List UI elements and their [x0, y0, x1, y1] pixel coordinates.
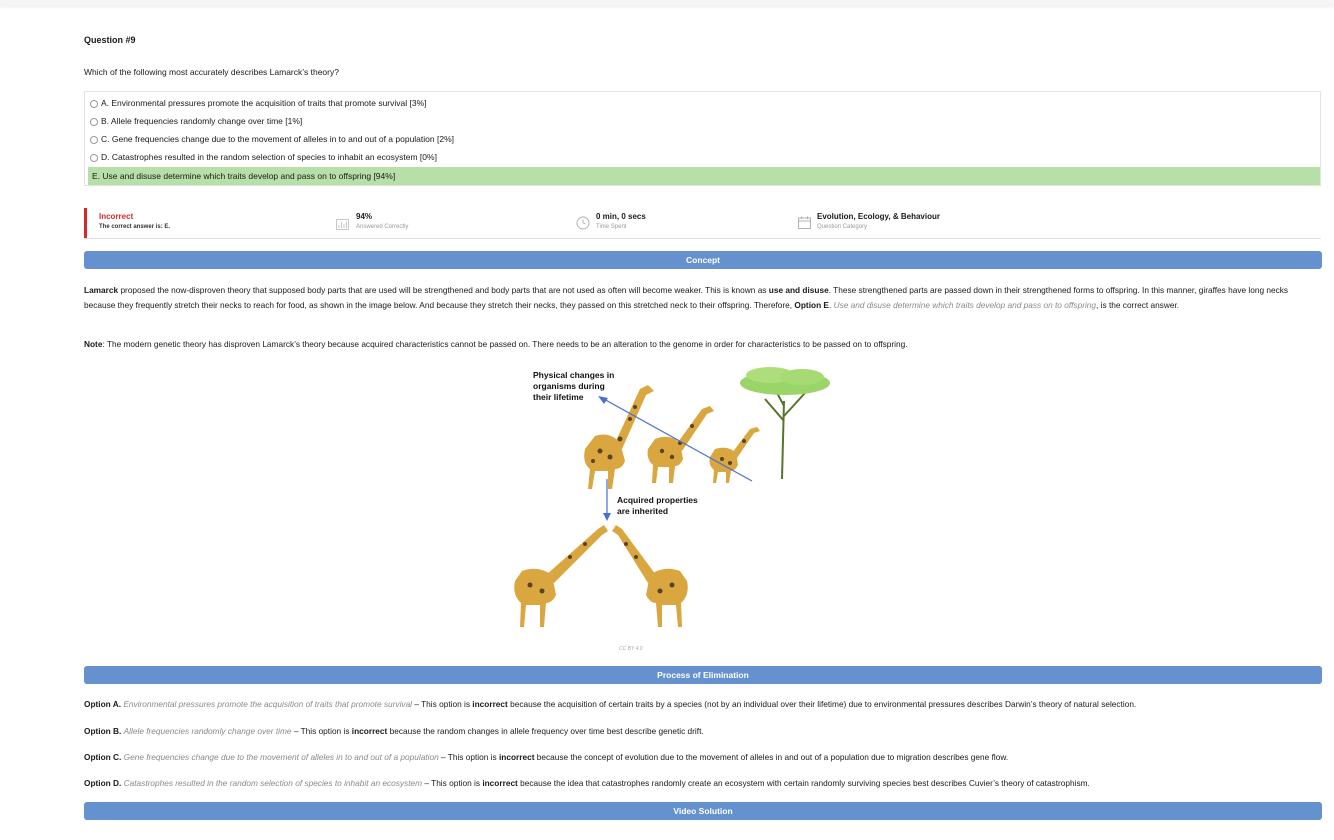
option-label: Option D. [84, 778, 122, 788]
option-quote: Catastrophes resulted in the random selection of species to inhabit an ecosystem [123, 778, 423, 788]
bar-chart-icon [336, 219, 349, 230]
text-run: – This option is [422, 778, 483, 788]
elimination-item-a [84, 699, 1322, 709]
giraffe-adult-large [584, 385, 654, 489]
text-run: because the concept of evolution due to the movement of alleles in and out of a population due to migration describes gene flow. [534, 752, 1009, 762]
time-stat [596, 212, 646, 230]
incorrect-indicator [84, 208, 87, 238]
option-b[interactable] [88, 113, 1320, 130]
option-label: B. Allele frequencies randomly change over time [1%] [101, 116, 303, 126]
radio-button[interactable] [90, 136, 98, 144]
option-d[interactable] [88, 149, 1320, 166]
figure-label-mid-1: Acquired properties [617, 495, 698, 505]
text-run: – This option is [412, 699, 473, 709]
result-label: Incorrect [99, 212, 134, 221]
option-label: Option B. [84, 726, 122, 736]
figure-label-top-2: organisms during [533, 381, 605, 391]
text-run: – This option is [291, 726, 352, 736]
elimination-item-b [84, 726, 1322, 736]
option-a[interactable] [88, 95, 1320, 112]
result-stat [99, 212, 170, 230]
option-c[interactable] [88, 131, 1320, 148]
option-label: E. Use and disuse determine which traits develop and pass on to offspring [94%] [92, 170, 396, 181]
text-run: , is the correct answer. [1096, 300, 1180, 310]
video-solution-header[interactable]: Video Solution [84, 802, 1322, 820]
option-label: C. Gene frequencies change due to the movement of alleles in to and out of a population [2%] [101, 134, 454, 144]
question-text: Which of the following most accurately describes Lamarck’s theory? [84, 67, 339, 77]
category-label: Question Category [817, 224, 868, 230]
elimination-item-d [84, 778, 1322, 788]
text-run: . [828, 300, 834, 310]
concept-header[interactable]: Concept [84, 251, 1322, 269]
top-bar [0, 0, 1334, 6]
elimination-header[interactable]: Process of Elimination [84, 666, 1322, 684]
text-run: – This option is [438, 752, 499, 762]
elimination-item-c [84, 752, 1322, 762]
option-e-term: Option E [794, 300, 829, 310]
incorrect-label: incorrect [482, 778, 518, 788]
text-run: because the random changes in allele frequency over time best describe genetic drift. [387, 726, 704, 736]
text-run: because the acquisition of certain traits by a species (not by an individual over their lifetime) due to environmental pressures describes Darwin’s theory of natural selection. [507, 699, 1137, 709]
option-e-correct[interactable] [88, 167, 1320, 185]
answer-options [84, 91, 1321, 186]
incorrect-label: incorrect [498, 752, 535, 762]
percent-stat [356, 212, 408, 230]
text-run: . These strengthened parts are passed down in their strengthened forms to offspring. In this manner, giraffes have long necks because they frequently stretch their necks to reach for food, as shown in the image below. And because they stretch their necks, they passed on this stretched neck to their offspring. Therefore, [84, 285, 1289, 310]
acacia-tree [740, 367, 830, 479]
radio-button[interactable] [90, 100, 98, 108]
option-quote: Gene frequencies change due to the movement of alleles in to and out of a population [123, 752, 439, 762]
correct-answer-text: The correct answer is: E. [99, 224, 171, 230]
note-paragraph [84, 337, 1314, 352]
giraffe-offspring-right [612, 525, 688, 627]
question-number: Question #9 [84, 35, 136, 45]
figure-label-mid-2: are inherited [617, 506, 669, 516]
calendar-icon [798, 216, 811, 229]
text-run: proposed the now-disproven theory that supposed body parts that are used will be strengthened and body parts that are not used as often will become weaker. This is known as [118, 285, 769, 295]
clock-icon [576, 216, 590, 230]
option-quote: Allele frequencies randomly change over time [123, 726, 292, 736]
note-label: Note [84, 339, 103, 349]
result-stats [84, 208, 1321, 239]
note-text: : The modern genetic theory has disproven Lamarck’s theory because acquired characteristics cannot be passed on. There needs to be an alteration to the genome in order for characteristics to be passed on to offspring. [102, 339, 908, 349]
giraffe-offspring-left [514, 525, 608, 627]
answer-quote: Use and disuse determine which traits develop and pass on to offspring [833, 300, 1097, 310]
diagonal-arrow-head [598, 396, 608, 404]
figure-credit: CC BY 4.0 [619, 646, 643, 652]
text-run: because the idea that catastrophes randomly create an ecosystem with certain randomly surviving species best describes Cuvier’s theory of catastrophism. [517, 778, 1090, 788]
radio-button[interactable] [90, 154, 98, 162]
option-label: A. Environmental pressures promote the acquisition of traits that promote survival [3%] [101, 98, 427, 108]
giraffe-adult-medium [648, 406, 714, 483]
down-arrow-head [603, 513, 611, 521]
figure-label-top-3: their lifetime [533, 392, 584, 402]
lamarck-term: Lamarck [84, 285, 119, 295]
time-label: Time Spent [596, 224, 627, 230]
figure-label-top-1: Physical changes in [533, 370, 615, 380]
option-label: Option C. [84, 752, 122, 762]
category-stat [817, 212, 940, 230]
radio-button[interactable] [90, 118, 98, 126]
use-disuse-term: use and disuse [768, 285, 829, 295]
incorrect-label: incorrect [351, 726, 388, 736]
option-quote: Environmental pressures promote the acquisition of traits that promote survival [123, 699, 413, 709]
lamarck-giraffe-figure [430, 361, 840, 631]
time-value: 0 min, 0 secs [596, 212, 646, 221]
option-label: Option A. [84, 699, 122, 709]
percent-label: Answered Correctly [356, 224, 409, 230]
incorrect-label: incorrect [472, 699, 508, 709]
giraffe-adult-small [710, 427, 761, 483]
option-label: D. Catastrophes resulted in the random selection of species to inhabit an ecosystem [0%] [101, 152, 437, 162]
category-value: Evolution, Ecology, & Behaviour [817, 212, 940, 221]
percent-value: 94% [356, 212, 373, 221]
concept-paragraph [84, 283, 1314, 313]
